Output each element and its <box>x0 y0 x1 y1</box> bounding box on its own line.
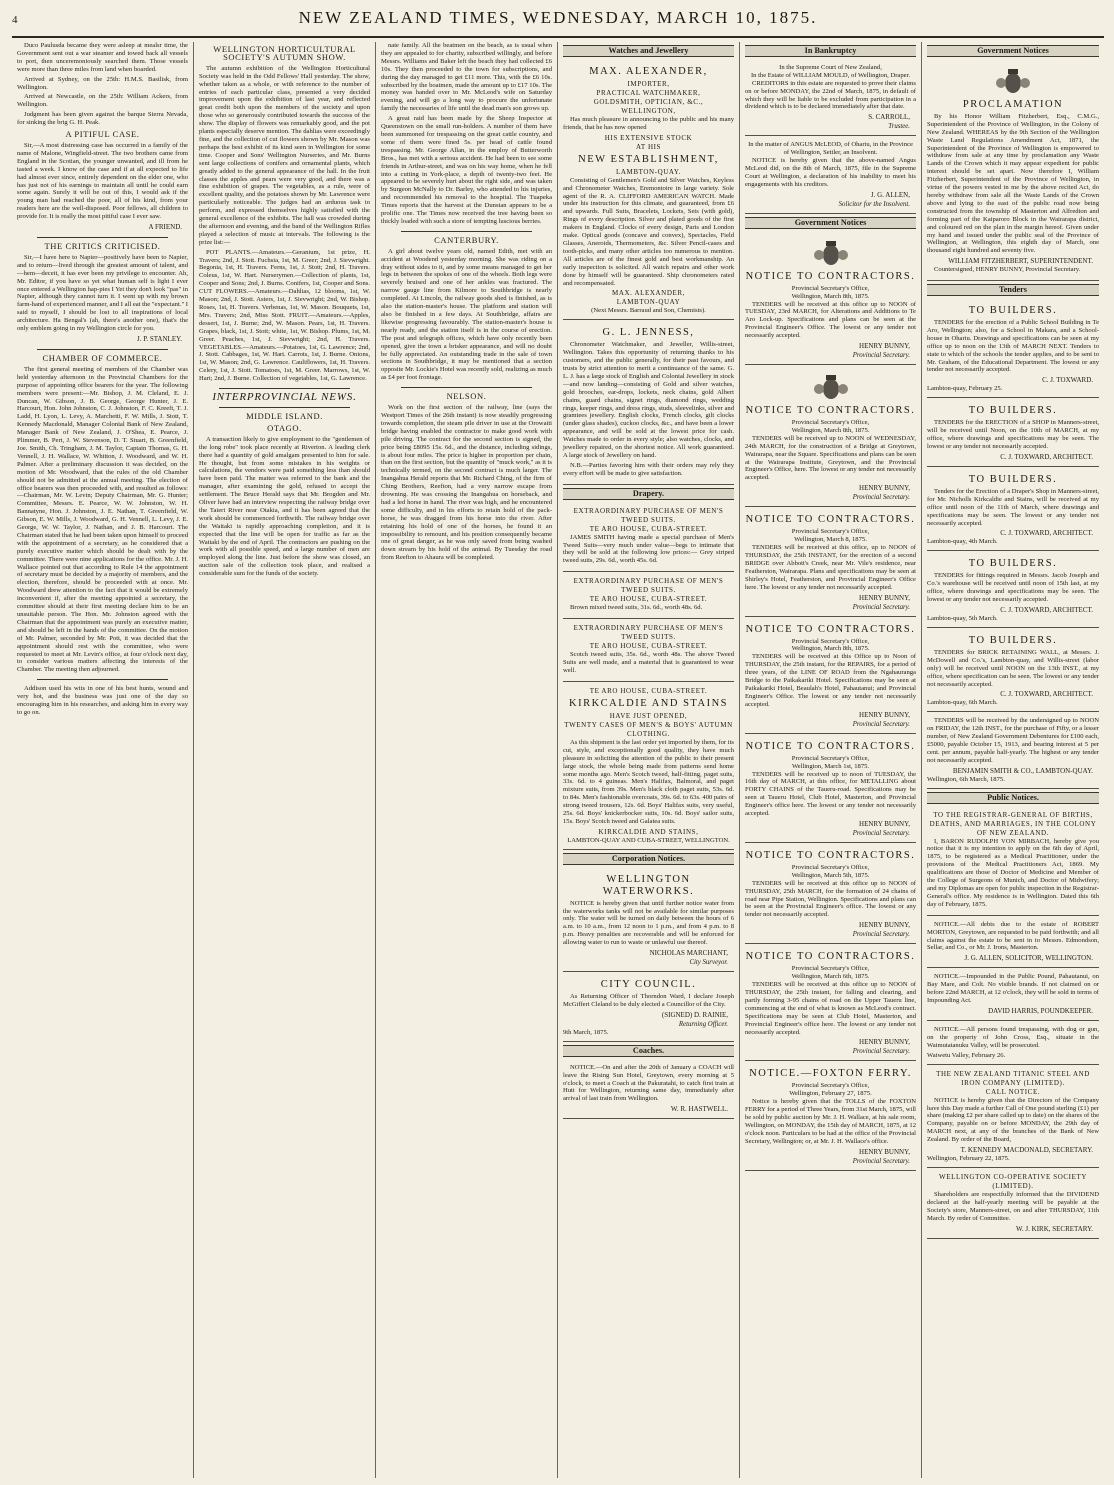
article-text: Judgment has been given against the barque Sierra Nevada, for sinking the brig G. H. Peak. <box>17 111 188 127</box>
prize-list: POT PLANTS.—Amateurs.—Geranium, 1st prize, H. Travers; 2nd, J. Stott. Fuchsia, 1st, M. Greer; 2nd, J. Sievwright. Begonia, 1st, H. Travers. Ferns, 1st, J. Stott; 2nd, H. Travers. Coleus, 1st, W. Hart. Nurserymen.—Collection of plants, 1st, Cooper and Sons; 2nd, J. Burns. Conifers, 1st, Cooper and Sons. CUT FLOWERS.—Amateurs.—Dahlias, 12 blooms, 1st, W. Mason; 2nd, J. Stott. Asters, 1st, J. Sievwright; 2nd, W. Bishop. Roses, 1st, H. Travers. Verbenas, 1st, W. Mason. Bouquets, 1st, Mrs. Travers; 2nd, Miss Stott. FRUIT.—Amateurs.—Apples, dessert, 1st, J. Burne; 2nd, W. Mason. Pears, 1st, H. Travers. Grapes, black, 1st, J. Stott; white, 1st, W. Bishop. Plums, 1st, M. Greer. Peaches, 1st, J. Sievwright; 2nd, H. Travers. VEGETABLES.—Amateurs.—Potatoes, 1st, G. Lawrence; 2nd, J. Stott. Cabbages, 1st, W. Hart. Carrots, 1st, J. Burne. Onions, 1st, W. Mason; 2nd, G. Lawrence. Cauliflowers, 1st, H. Travers. Celery, 1st, J. Stott. Tomatoes, 1st, M. Greer. Marrows, 1st, W. Hart; 2nd, J. Burne. Collection of vegetables, 1st, G. Lawrence. <box>199 248 370 383</box>
government-notice: NOTICE TO CONTRACTORS. Provincial Secretary's Office, Wellington, March 6th, 1875. TENDERS will be received at this office up to NOON of THURSDAY, the 25th instant, for falling and clearing, and partly forming 3-95 chains of road on the Upper Taueru line, commencing at the end of what is known as McLeod's contract. Specifications may be seen at Club Hotel, Masterton, and Provincial Engineer's office here. The lowest or any tender not necessarily accepted. HENRY BUNNY, Provincial Secretary. <box>745 946 916 1061</box>
government-notice: NOTICE TO CONTRACTORS. Provincial Secretary's Office, Wellington, March 1st, 1875. TENDERS will be received up to noon of TUESDAY, the 16th day of MARCH, at this office, for METALLING about FORTY CHAINS of the Taueru-road. Specifications may be seen at Taueru Hotel, Club Hotel, Masterton, and Provincial Engineer's office here. The lowest or any tender not necessarily accepted. HENRY BUNNY, Provincial Secretary. <box>745 736 916 843</box>
tender-notice: TO BUILDERS. TENDERS for BRICK RETAINING WALL, at Messrs. J. McDowell and Co.'s, Lambton-quay, and Willis-street (labor only) will be received until NOON on the 13th INST., at my office, where specification can be seen. The lowest or any tender not necessarily accepted. C. J. TOXWARD, ARCHITECT. Lambton-quay, 6th March. <box>927 630 1099 712</box>
page-number: 4 <box>12 14 18 26</box>
divider <box>401 231 532 232</box>
divider <box>219 407 350 408</box>
article-text: Work on the first section of the railway, line (says the Westport Times of the 26th instant) is now steadily progressing towards completion, the steam pile driver in use at the Orowaiti bridge having enabled the contractor to make good work with pile driving. The contract for the second section is signed, the price being £8095 15s. 6d., and the distance, including sidings, is about four miles. The price is higher in proportion per chain, than on the first section, but the quantity of "muck work," as it is technically termed, on the second contract is much larger. The Inangahua Herald reports that Mr. Richard Ching, of the firm of Ching Brothers, Reefton, had a very narrow escape from drowning. He was crossing the Inangahua on horseback, and had a led horse in hand. The river was high, and he encountered some difficulty, and in his efforts to retain hold of the pack-horse, he was dragged from his horse into the river. After retaining his hold of one of the horses, he found it an impossibility to remount, and his position consequently became one of great danger, as he was only saved from being washed down stream by his hold of the animal. By Tuesday the road from Reefton to Ahaura will be completed. <box>381 404 552 562</box>
letter-text: Sir,—I have here to Napier—positively have been to Napier, and to return—lived through the greatest amount of talent, and—hem—deceit, it has ever been my privilege to encounter. Ah, Mr. Editor, if you have so yet what human self is light I ever once entered a Wellington hap-pies I Yet they don't look "pas" in Napier, although they cannot turn it. I went up with my brown farm-hand of experienced manner, and I all eat the "expectant." I said to myself, I should be lost to all inspirations of local architecture. Ha Bengal's (ah, there's another one), that's the only emblem going in my Wellington circle for you. <box>17 253 188 333</box>
divider <box>401 387 532 388</box>
notice-title: NOTICE TO CONTRACTORS. <box>745 740 916 752</box>
section-bar: Government Notices <box>927 45 1099 57</box>
notice-title: TO BUILDERS. <box>968 305 1058 317</box>
tender-notice: TENDERS will be received by the undersigned up to NOON on FRIDAY, the 12th INST., for the purchase of Fifty, or a lesser number, of New Zealand Government Debentures for £100 each, £5000, payable October 15, 1913, and bearing interest at 5 per cent. per annum, payable half-yearly. The highest or any tender not necessarily accepted. BENJAMIN SMITH & CO., LAMBTON-QUAY. Wellington, 6th March, 1875. <box>927 714 1099 788</box>
columns <box>12 42 1104 1478</box>
article-headline: THE CRITICS CRITICISED. <box>44 241 161 252</box>
coat-of-arms-icon <box>745 239 916 269</box>
column-2 <box>194 42 376 1478</box>
section-bar: Drapery. <box>563 488 734 500</box>
notice-title: NOTICE TO CONTRACTORS. <box>745 951 916 963</box>
tender-notice: TO BUILDERS. Tenders for the Erection of a Draper's Shop in Manners-street, for Mr. Nicholls Kirkcaldie and Stains, will be received at my office until noon of the 11th of March, where drawings and specifications may be seen. The lowest or any tender not necessarily accepted. C. J. TOXWARD, ARCHITECT. Lambton-quay, 4th March. <box>927 469 1099 551</box>
notice-title: TO BUILDERS. <box>968 473 1058 485</box>
notice-title: PROCLAMATION <box>962 98 1064 110</box>
divider <box>37 679 168 680</box>
government-notice: NOTICE TO CONTRACTORS. Provincial Secretary's Office, Wellington, March 8th, 1875. TENDERS will be received up to NOON of WEDNESDAY, 24th MARCH, for the construction of a Bridge at Greytown, Wairarapa, near the Square. Specifications and plans can be seen at the Wairarapa Institute, Greytown, and the Provincial Engineer's Office, here. The lowest or any tender not necessarily accepted. HENRY BUNNY, Provincial Secretary. <box>745 367 916 507</box>
letter-text: Sir,—A most distressing case has occurred in a family of the name of Malone, Wingfield-street. The two brothers came from England in the Scotian, the younger unwanted, and ill from he tasted a week. I know of the case and if at all expected to life had almost ever since, entirely dependent on the elder one, who has just not of his earnings to maintain all until he could earn some again. Surely it will be out of this, I would ask if the young man had reached the poor, all of his kind, from your readers here are the well-disposed. Poor fellows, all children to provide for. It is really the most pitiful case I ever saw. <box>17 141 188 221</box>
section-bar: Tenders <box>927 284 1099 296</box>
section-bar: In Bankruptcy <box>745 45 916 57</box>
government-notice: NOTICE TO CONTRACTORS. Provincial Secretary's Office, Wellington, March 5th, 1875. TENDERS will be received at this office up to NOON of THURSDAY, 25th MARCH, for the formation of 24 chains of road near Pipe Station, Wellington. Specifications and plans can be seen at the Provincial Engineer's office. The lowest or any tender not necessarily accepted. HENRY BUNNY, Provincial Secretary. <box>745 845 916 944</box>
notice-title: TO BUILDERS. <box>968 634 1058 646</box>
advertisement: G. L. JENNESS, Chronometer Watchmaker, and Jeweller, Willis-street, Wellington. Takes this opportunity of returning thanks to his customers, and the public generally, for their past favours, and trusts by strict attention to merit a continuance of the same. G. L. J. has a large stock of English and Colonial Jewellery in stock—and now landing—consisting of Gold and silver watches, gold brooches, ear-drops, lockets, neck chains, gold Albert chains, guard chains, signet rings, diamond rings, wedding rings, keeper rings, and dress rings, studs, sleevelinks, silver and gramtees jewellery. English clocks, French clocks, gilt clocks (under glass shades), cuckoo clocks, &c., and have been a lower appearance, and will be sold at the lowest price for cash. Watches made to order in every style; also watches, clocks, and jewellery repaired, on the shortest notice. All work guaranteed. A large stock of Jewellery on hand. N.B.—Parties favoring him with their orders may rely they every effort will be made to give satisfaction. <box>563 322 734 484</box>
region-headline: OTAGO. <box>267 422 302 433</box>
subsection-headline: MIDDLE ISLAND. <box>246 410 323 421</box>
masthead-title: NEW ZEALAND TIMES, WEDNESDAY, MARCH 10, 1875. <box>298 8 818 27</box>
public-notice: THE NEW ZEALAND TITANIC STEEL AND IRON COMPANY (LIMITED). CALL NOTICE. NOTICE is hereby given that the Directors of the Company have this Day made a further Call of One pound sterling (£1) per share (making £2 per share called up to date) on the shares of the Company, payable on or before MONDAY, the 29th day of MARCH next, at any of the branches of the Bank of New Zealand. By order of the Board, T. KENNEDY MACDONALD, SECRETARY. Wellington, February 22, 1875. <box>927 1067 1099 1168</box>
notice-title: TO THE REGISTRAR-GENERAL OF BIRTHS, DEATHS, AND MARRIAGES, IN THE COLONY OF NEW ZEALAND. <box>929 810 1097 837</box>
tender-notice: TO BUILDERS. TENDERS for fittings required in Messrs. Jacob Joseph and Co.'s warehouse will be received until noon of 15th last, at my office, where drawings and specifications may be seen. The lowest or any tender not necessarily accepted. C. J. TOXWARD, ARCHITECT. Lambton-quay, 5th March. <box>927 553 1099 628</box>
government-notice: NOTICE TO CONTRACTORS. Provincial Secretary's Office, Wellington, March 8th, 1875. TENDERS will be received at this office up to NOON of TUESDAY, 23rd MARCH, for Alterations and Additions to Te Aro Lock-up. Specifications and plans can be seen at the Provincial Engineer's Office. The lowest or any tender not necessarily accepted. HENRY BUNNY, Provincial Secretary. <box>745 233 916 365</box>
notice-title: WELLINGTON CO-OPERATIVE SOCIETY (LIMITED). <box>939 1172 1087 1190</box>
article-headline: WELLINGTON HORTICULTURAL SOCIETY'S AUTUMN SHOW. <box>213 44 356 62</box>
advertisement: EXTRAORDINARY PURCHASE OF MEN'S TWEED SUITS. TE ARO HOUSE, CUBA-STREET. Brown mixed tweed suits, 31s. 6d., worth 48s. 6d. <box>563 574 734 619</box>
advertisement: NOTICE.—On and after the 20th of January a COACH will leave the Rising Sun Hotel, Greytown, every morning at 5 o'clock, to meet a Coach at the Pakuratahi, to catch first train at Hutt for Wellington, returning same day, immediately after arrival of last train from Wellington. W. R. HASTWELL. <box>563 1061 734 1120</box>
coat-of-arms-icon <box>745 373 916 403</box>
article-text: A girl about twelve years old, named Edith, met with an accident at Woodend yesterday morning. She was riding on a dray without sides to it, and by some means managed to get her legs in between the spokes of one of the wheels. Both legs were severely bruised and one of her ankles was fractured. The narrow gauge line from Kilmore to Southbridge is nearly completed. At Lincoln, the railway goods shed is finished, as is also the station-master's house. The platform and station will also be finished in a few days. At Southbridge, affairs are likewise progressing favourably. The station-master's house is nearly ready, and the station itself is in the course of erection. The post and telegraph offices, which have only recently been opened, give the town a brisker appearance, and will no doubt be fully appreciated. An outstanding trade in the sale of town sections in Southbridge, it may be mentioned that a section opposite Mr. Lockie's Hotel was recently sold, realizing as much as £4 per foot frontage. <box>381 247 552 382</box>
notice-title: NOTICE TO CONTRACTORS. <box>745 270 916 282</box>
letter-signature: J. P. STANLEY. <box>136 335 182 343</box>
column-6 <box>922 42 1104 1478</box>
advertisement: TE ARO HOUSE, CUBA-STREET. KIRKCALDIE AND STAINS HAVE JUST OPENED, TWENTY CASES OF MEN'S & BOYS' AUTUMN CLOTHING. As this shipment is the last order yet imported by them, for its cut, style, and exceptionally good quality, they have much pleasure in soliciting the attention of the public to their present large stock, the whole being made from patterns send home some months ago. Men's Scotch tweed, half-fitting, paget suits, 33s. 6d. to 4 guineas. Men's Halifax, Balmoral, and paget mixture suits, from 39s. Men's black cloth paget suits, 53s. 6d. to 84s. Men's fashionable overcoats, 39s. 6d. to 63s. 400 pairs of strong tweed trousers, 12s. 6d. Boys' Halifax suits, very useful, 25s. 6d. Boys' knickerbocker suits, 10s. 6d. Boys' sailor suits, 15s. Boys' Scotch tweed and Galatea suits. KIRKCALDIE AND STAINS, LAMBTON-QUAY AND CUBA-STREET, WELLINGTON. <box>563 684 734 850</box>
coat-of-arms-icon <box>927 67 1099 97</box>
ad-title: CITY COUNCIL. <box>600 979 697 991</box>
advertisement: MAX. ALEXANDER, IMPORTER, PRACTICAL WATCHMAKER, GOLDSMITH, OPTICIAN, &C., WELLINGTON, Has much pleasure in announcing to the public and his many friends, that he has now opened HIS EXTENSIVE STOCK AT HIS NEW ESTABLISHMENT, LAMBTON-QUAY. Consisting of Gentlemen's Gold and Silver Watches, Keyless and Chronometer Watches, Eremontoire in large variety. Sole agent of the R. A. CLIFFORD AMERICAN WATCH. Made under his instruction for this climate, and guaranteed, from £6 and upwards. Full Suits, Bracelets, Lockets, Sets (with gold), Rings of every description. Silver and plated goods of the first makers in England. Clocks of every design, Paris and London make. Optical goods (concave and convex), Spectacles, Field Glasses, Aneroids, Thermometers, &c. Silver Pencil-cases and tooth-picks, and many other articles too numerous to mention. All articles are of the finest gold and best workmanship. An early inspection is solicited. All watch repairs and other work done by himself will be guaranteed. Ship chronometers rated and recompensated. MAX. ALEXANDER, LAMBTON-QUAY (Next Messrs. Barraud and Son, Chemists). <box>563 61 734 320</box>
section-bar: Government Notices <box>745 217 916 229</box>
article-text: The autumn exhibition of the Wellington Horticultural Society was held in the Odd Fellows' Hall yesterday. The show, whether taken as a whole, or with reference to the number of entries of each particular class, presented a very decided improvement upon the exhibition of last year, and reflected great credit both upon the members of the society and upon those who so generously contributed towards the success of the show. The display of flowers was remarkably good, and the pot plants especially deserve mention. The dahlias were exceedingly fine, and the collection of cut flowers shown by Mr. Mason was perhaps the best exhibit of its kind seen in Wellington for some time. Cooper and Sons' Wellington Nurseries, and Mr. Burns sent large collections of conifers and ornamental plants, which greatly added to the general appearance of the hall. In the fruit classes the apples and pears were very good, and there was a fine exhibition of grapes. The vegetables, as a rule, were of excellent quality, and the potatoes shown by Mr. Lawrence were particularly noticeable. The judges had an arduous task to perform, and expressed themselves highly satisfied with the general excellence of the exhibits. The hall was crowded during the afternoon and evening, and the band of the Wellington Rifles played a selection of music at intervals. The following is the prize list:— <box>199 64 370 246</box>
public-notice: NOTICE.—All persons found trespassing, with dog or gun, on the property of John Cross, Esq., situate in the Waimutatanuku Valley, will be prosecuted. Waiwetu Valley, February 26. <box>927 1023 1099 1065</box>
public-notice: NOTICE.—All debts due to the estate of ROBERT MORTON, Greytown, are requested to be paid forthwith; and all claims against the estate to be sent in to Messrs. Edmondson, Sellar, and Co., or Mr. J. Irons, Masterton. J. G. ALLEN, SOLICITOR, WELLINGTON. <box>927 918 1099 969</box>
public-notice: WELLINGTON CO-OPERATIVE SOCIETY (LIMITED). Shareholders are respectfully informed that the DIVIDEND declared at the half-yearly meeting will be payable at the Society's store, Manners-street, on and after THURSDAY, 11th March. By order of Committee. W. J. KIRK, SECRETARY. <box>927 1170 1099 1239</box>
ad-title: EXTRAORDINARY PURCHASE OF MEN'S TWEED SUITS. <box>573 624 724 642</box>
column-3 <box>376 42 558 1478</box>
government-notice: NOTICE.—FOXTON FERRY. Provincial Secretary's Office, Wellington, February 27, 1875. Notice is hereby given that the TOLLS of the FOXTON FERRY for a period of Three Years, from 31st March, 1875, will be sold by public auction by Mr. J. H. Wallace, at his sale room, Wellington, on MONDAY, the 15th day of MARCH, 1875, at 12 o'clock noon. Particulars to be had at the office of the Provincial Secretary, Wellington; or, at Mr. J. H. Wallace's office. HENRY BUNNY, Provincial Secretary. <box>745 1063 916 1170</box>
notice: In the Supreme Court of New Zealand, In the Estate of WILLIAM MOULD, of Wellington, Draper. CREDITORS in this estate are requested to prove their claims on or before MONDAY, the 22nd of March, 1875, in default of which they will be liable to be excluded from participation in a dividend which is to be declared immediately after that date. S. CARROLL, Trustee. <box>745 61 916 136</box>
column-5 <box>740 42 922 1478</box>
ad-title: WELLINGTON WATERWORKS. <box>602 873 695 897</box>
ad-title: KIRKCALDIE AND STAINS <box>569 697 728 709</box>
article-text: A transaction likely to give employment to the "gentlemen of the long robe" took place recently at Riverton. A leading clerk there had a quantity of gold amalgam presented to him for sale. He thought, but from some mistakes in his weights or calculations, the vendors were paid something less than should have been paid. The matter was referred to the bank and the manager, after examining the gold, refused to accept the settlement. The Bruce Herald says that Mr. Brogden and Mr. Oliver have had an interview respecting the railway bridge over the Taieri River near Otakia, and it has been agreed that the work should be commenced forthwith. The railway bridge over the Waitaki is rapidly approaching completion, and it is expected that the line will be open for traffic as far as the Waitaki by the end of April. The contractors are pushing on the work with all possible speed, and a large number of men are employed along the line. Just before the show was closed, an auction sale of the collection took place, and realised a considerable sum for the funds of the society. <box>199 435 370 578</box>
advertisement: EXTRAORDINARY PURCHASE OF MEN'S TWEED SUITS. TE ARO HOUSE, CUBA-STREET. Scotch tweed suits, 35s. 6d., worth 48s. The above Tweed Suits are well made, and a material that is guaranteed to wear well. <box>563 621 734 682</box>
advertisement: EXTRAORDINARY PURCHASE OF MEN'S TWEED SUITS. TE ARO HOUSE, CUBA-STREET. JAMES SMITH having made a special purchase of Men's Tweed Suits—very much under value—begs to intimate that they will be sold at the following low prices:— Grey striped tweed suits, 29s. 6d., worth 45s. 6d. <box>563 504 734 573</box>
public-notice: NOTICE.—Impounded in the Public Pound, Pahautanui, on Bay Mare, and Colt. No visible brands. If not claimed on or before 22nd MARCH, at 12 o'clock, they will be sold in terms of Impounding Act. DAVID HARRIS, POUNDKEEPER. <box>927 970 1099 1021</box>
tender-notice: TO BUILDERS. TENDERS for the ERECTION of a SHOP in Manners-street, will be received until Noon, on the 10th of MARCH, at my office, where drawings and specifications may be seen. The lowest or any tender not necessarily accepted. C. J. TOXWARD, ARCHITECT. <box>927 400 1099 467</box>
article-text: A great raid has been made by the Sheep Inspector at Queenstown on the small run-holders. A number of them have been summoned for trespassing on the great cattle country, and some of them were fined 5s. per head of cattle found trespassing. Mr. George Allan, in the employ of Butterworth Bros., has met with a serious accident. He had been to see some friends in Arthur-street, and was on his way home, when he fell into a cutting in York-place, a depth of twenty-two feet. He appeared to be severely hurt about the right side, and was taken by Surgeon McNally to Dr. Barley, who attended to his injuries, and recommended his removal to the hospital. The Tuapeka Times reports that the harvest at the Dunstan appears to be a prolific one. The Times now received the tree having been so thickly loaded with such a store of tempting luscious berries. <box>381 115 552 225</box>
column-1 <box>12 42 194 1478</box>
notice-title: NOTICE.—FOXTON FERRY. <box>749 1068 912 1080</box>
section-bar: Corporation Notices. <box>563 853 734 865</box>
government-notice: NOTICE TO CONTRACTORS. Provincial Secretary's Office, Wellington, March 8, 1875. TENDERS will be received at this office, up to NOON of THURSDAY, the 25th INSTANT, for the erection of a second BRIDGE over Abbott's Creek, near Mr. Vile's residence, near Featherston, Wairarapa. Plans and specifications may be seen at Shirley's Hotel, Featherston, and Provincial Engineer's Office here. The lowest or any tender not necessarily accepted. HENRY BUNNY, Provincial Secretary. <box>745 509 916 616</box>
region-headline: CANTERBURY. <box>434 234 499 245</box>
letter-signature: A FRIEND. <box>148 223 182 232</box>
section-bar: Public Notices. <box>927 792 1099 804</box>
section-bar: Watches and Jewellery <box>563 45 734 57</box>
advertisement: WELLINGTON WATERWORKS. NOTICE is hereby given that until further notice water from the waterworks tanks will not be available for similar purposes only. The water will be turned on daily between the hours of 6 a.m. to 10 a.m., from 12 noon to 1 p.m., and from 4 p.m. to 8 p.m. Heavy penalties are recoverable and will be enforced for allowing water to run to waste or unlawful use thereof. NICHOLAS MARCHANT, City Surveyor. <box>563 869 734 972</box>
notice-title: TO BUILDERS. <box>968 558 1058 570</box>
ad-title: EXTRAORDINARY PURCHASE OF MEN'S TWEED SUITS. <box>573 506 724 524</box>
article-headline: A PITIFUL CASE. <box>65 129 140 140</box>
divider <box>37 237 168 238</box>
notice-title: NOTICE TO CONTRACTORS. <box>745 514 916 526</box>
masthead <box>12 8 1104 38</box>
proclamation: PROCLAMATION By his Honor William Fitzherbert, Esq., C.M.G., Superintendent of the Province of Wellington, in the Colony of New Zealand. WHEREAS by the 9th Section of the Wellington Waste Land Regulations Amendment Act, 1871, the Superintendent of the Province of Wellington is empowered to withdraw from sale at any time by proclamation any Waste Lands of the Crown which it may appear expedient for public interest should be set apart. Now therefore I, William Fitzherbert, Superintendent of the Province of Wellington, in virtue of the powers vested in me by the above recited Act, do hereby withdraw from sale all the Waste Lands of the Crown above and lying to the east of the public road now being constructed from the township of Masterton and Alfredton and forming part of the Kaiparoro Block in the Wairarapa district, and coloured red on the plan in the margin hereof. Given under my hand and issued under the public seal of the Province of Wellington, at Wellington, this eighth day of March, one thousand eight hundred and seventy five. WILLIAM FITZHERBERT, SUPERINTENDENT. Countersigned, HENRY BUNNY, Provincial Secretary. <box>927 61 1099 281</box>
notice: In the matter of ANGUS McLEOD, of Ohariu, in the Province of Wellington, Settler, an Insolvent. NOTICE is hereby given that the above-named Angus McLeod did, on the 8th of March, 1875, file in the Supreme Court at Wellington, a declaration of his inability to meet his engagements with his creditors. J. G. ALLEN, Solicitor for the Insolvent. <box>745 138 916 213</box>
ad-title: EXTRAORDINARY PURCHASE OF MEN'S TWEED SUITS. <box>573 577 724 595</box>
public-notice: TO THE REGISTRAR-GENERAL OF BIRTHS, DEATHS, AND MARRIAGES, IN THE COLONY OF NEW ZEALAND. I, BARON RUDOLPH VON MIRBACH, hereby give you notice that it is my intention to apply on the 6th day of April, 1875, to be registered as a Medical Practitioner, under the provisions of the Medical Practitioners Act, 1869. My qualifications are those of Doctor of Medicine and Member of the College of Surgeons of Munich, and Doctor of Midwifery; and my Diplomas are open for public inspection in the Registrar-General's office. My residence is in Wellington. Dated this 6th day of February, 1875. <box>927 808 1099 916</box>
article-text: Addison used his wits in one of his best hunts, wound and very hot, and the business was just one of the day so encouraging him in his researches, and asking him in every way to go on. <box>17 685 188 716</box>
notice-title: TO BUILDERS. <box>968 405 1058 417</box>
region-headline: NELSON. <box>446 391 487 402</box>
ad-title: MAX. ALEXANDER, <box>589 65 708 77</box>
notice-title: THE NEW ZEALAND TITANIC STEEL AND IRON COMPANY (LIMITED). <box>936 1069 1090 1087</box>
notice-title: NOTICE TO CONTRACTORS. <box>745 849 916 861</box>
divider <box>219 388 350 389</box>
section-headline: INTERPROVINCIAL NEWS. <box>212 391 357 404</box>
government-notice: NOTICE TO CONTRACTORS. Provincial Secretary's Office, Wellington, March 8th, 1875. TENDERS will be received at this Office up to Noon of THURSDAY, the 25th instant, for the REPAIRS, for a period of three years, of the LINE OF ROAD from the Ngahauranga Bridge to the Paikakariki Hotel. Specifications may be seen at Paikakariki Hotel, Beaulah's Hotel, Pahautanui; and Provincial Engineer's Office. The lowest or any tender not necessarily accepted. HENRY BUNNY, Provincial Secretary. <box>745 619 916 734</box>
divider <box>37 349 168 350</box>
notice-title: NOTICE TO CONTRACTORS. <box>745 405 916 417</box>
article-text: Arrived at Newcastle, on the 25th: William Ackers, from Wellington. <box>17 93 188 109</box>
section-bar: Coaches. <box>563 1045 734 1057</box>
advertisement: CITY COUNCIL. As Returning Officer of Thorndon Ward, I declare Joseph McGiffert Cleland to be duly elected a Councillor of the City. (SIGNED) D. RAINIE, Returning Officer. 9th March, 1875. <box>563 974 734 1042</box>
column-4 <box>558 42 740 1478</box>
article-text: Arrived at Sydney, on the 25th: H.M.S. Basilisk, from Wellington. <box>17 75 188 91</box>
article-text: The first general meeting of members of the Chamber was held yesterday afternoon in the Provincial Chambers for the purpose of appointing office bearers for the year. The following members were present:—Mr. Bishop, J. M. Cleland, E. J. Duncan, W. Gibson, J. B. George, George Hunter, J. E. Harcourt, Hon. John Johnston, C. J. Johnston, F. C. Kreeft, T. J. Ladd, H. Lyon, L. Levy, A. Marchetti, F. W. Mills, J. Stott, T. Kennedy Macdonald, Manager Colonial Bank of New Zealand, Manager Bank of New Zealand, J. O'Shea, E. Pearce, J. Plimmer, B. Pert, J. W. Stevenson, D. T. Stuart, B. Greenfield, Joe. Smith, Ch. Tringham, J. M. Taylor, Captain Thomas, G. H. Vennell, J. H. Wallace, W. Whitton, J. Woodward, and W. H. Palmer. After a preliminary discussion it was decided, on the motion of Mr. Woodward, that the rules of the old Chamber should not be admitted at the annual meeting. The election of office bearers was then proceeded with, and resulted as follows:—Chairman, Mr. W. Levin; Deputy Chairman, Mr. G. Hunter; Committee, Messrs. E. Pearce, W. W. Johnston, W. H. Bannatyne, Hon. J. Johnston, J. E. Nathan, T. Greenfield, W. Gibson, E. W. Mills, J. Woodward, G. H. Vennell, L. Levy, J. E. George, W. W. Taylor, J. Nathan, and J. B. Harcourt. The Chairman stated that he had been taken upon himself to proceed with the appointment of a secretary, as he considered that a purely executive matter which should be dealt with by the committee. There were nine applications for the office. Mr. J. H. Wallace pointed out that according to Rule 14 the appointment of secretary must be decided by a majority of members, and the election, therefore, should be proceeded with at once. Mr. Woodward drew attention to the fact that it would be extremely inconvenient if, after the meeting appointed a secretary, the committee should at their first meeting declare him to be an unsuitable person. The Hon. Mr. Johnston agreed with the Chairman that the appointment was purely an executive matter, and should be left in the hands of the committee. On the motion of Mr. Palmer, seconded by Mr. Pott, it was decided that the appointment should rest with the committee, who were requested to meet at Mr. Levin's office, at four o'clock next day, to consider various matters affecting the interests of the Chamber. The meeting then adjourned. <box>17 365 188 674</box>
notice-title: NOTICE TO CONTRACTORS. <box>745 623 916 635</box>
article-headline: CHAMBER OF COMMERCE. <box>42 353 163 363</box>
article-text: nate family. All the beatmen on the beach, as is usual when they are appealed to for charity, subscribed willingly, and before Messrs. Williams and Baker left the beach they had collected £6 10s. They then proceeded to the town for subscriptions, and during the day managed to get £11 more. This, with the £6 10s. subscribed by the boatmen, made the amount up to £17 10s. The money was handed over to Mr. McLeod's wife on Saturday evening, and will go a long way to procure the unfortunate family the necessaries of life until the dead man's son grows up. <box>381 42 552 113</box>
ad-title: G. L. JENNESS, <box>602 327 695 339</box>
tender-notice: TO BUILDERS. TENDERS for the erection of a Public School Building in Te Aro, Wellington; also, for a School in Makara, and a School-house in Ohariu. Drawings and specifications can be seen at my office up to noon on the 13th of MARCH NEXT. Tenders to state to which of the schools the tender applies, and to be sent to Mr. Graham, of the Educational Department. The lowest or any tender not necessarily accepted. C. J. TOXWARD. Lambton-quay, February 25. <box>927 300 1099 398</box>
article-text: Duco Paulusda became they were asleep at mealsr time, the Government sent out a war steamer and towed back all vessels to port, then unceremoniously searched them. Those vessels were more than three miles from land when boarded. <box>17 42 188 73</box>
